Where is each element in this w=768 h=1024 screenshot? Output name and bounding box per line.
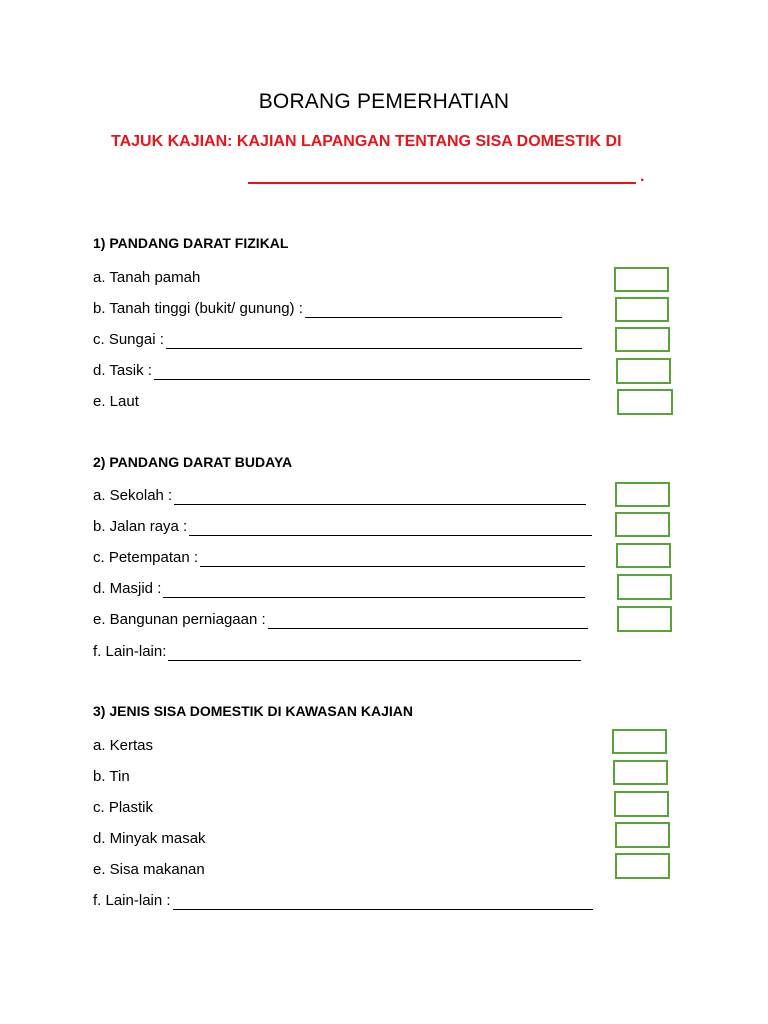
answer-line[interactable] [200,552,585,567]
item-label: d. Tasik : [93,362,152,379]
location-blank-line[interactable] [248,172,636,184]
checkbox[interactable] [615,327,670,352]
item-label: f. Lain-lain: [93,643,167,660]
list-item [93,483,586,505]
item-label: c. Plastik [93,799,154,816]
list-item [93,764,130,786]
answer-line[interactable] [305,303,562,318]
list-item [93,514,592,536]
checkbox[interactable] [615,297,669,322]
checkbox[interactable] [617,606,672,632]
checkbox[interactable] [616,543,671,568]
item-label: d. Masjid : [93,580,162,597]
item-label: b. Jalan raya : [93,518,188,535]
list-item [93,733,153,755]
list-item [93,826,206,848]
item-label: a. Kertas [93,737,154,754]
answer-line[interactable] [189,521,592,536]
checkbox[interactable] [615,482,670,507]
item-label: f. Lain-lain : [93,892,171,909]
answer-line[interactable] [163,583,585,598]
list-item [93,639,581,661]
item-label: a. Tanah pamah [93,269,201,286]
item-label: e. Bangunan perniagaan : [93,611,266,628]
checkbox[interactable] [613,760,668,785]
checkbox[interactable] [614,267,669,292]
list-item [93,265,200,287]
item-label: e. Laut [93,393,139,410]
list-item [93,576,585,598]
answer-line[interactable] [166,334,582,349]
checkbox[interactable] [615,853,670,879]
list-item [93,795,153,817]
item-label: c. Sungai : [93,331,164,348]
study-title: TAJUK KAJIAN: KAJIAN LAPANGAN TENTANG SISA DOMESTIK DI [111,133,622,150]
list-item [93,888,593,910]
checkbox[interactable] [614,791,669,817]
section-heading: 3) JENIS SISA DOMESTIK DI KAWASAN KAJIAN [93,703,413,719]
answer-line[interactable] [173,895,593,910]
list-item [93,389,139,411]
item-label: e. Sisa makanan [93,861,205,878]
answer-line[interactable] [168,646,581,661]
checkbox[interactable] [612,729,667,754]
answer-line[interactable] [154,365,590,380]
item-label: c. Petempatan : [93,549,199,566]
item-label: d. Minyak masak [93,830,206,847]
location-blank-period: . [640,168,645,185]
section-heading: 1) PANDANG DARAT FIZIKAL [93,235,289,251]
form-title: BORANG PEMERHATIAN [258,90,510,113]
list-item [93,857,205,879]
item-label: a. Sekolah : [93,487,173,504]
item-label: b. Tanah tinggi (bukit/ gunung) : [93,300,303,317]
checkbox[interactable] [616,358,671,384]
section-heading: 2) PANDANG DARAT BUDAYA [93,454,293,470]
checkbox[interactable] [617,389,673,415]
item-label: b. Tin [93,768,130,785]
list-item [93,296,562,318]
answer-line[interactable] [174,490,586,505]
checkbox[interactable] [615,512,670,537]
checkbox[interactable] [617,574,672,600]
answer-line[interactable] [268,614,588,629]
checkbox[interactable] [615,822,670,848]
list-item [93,545,585,567]
list-item [93,327,582,349]
list-item [93,358,590,380]
list-item [93,607,588,629]
